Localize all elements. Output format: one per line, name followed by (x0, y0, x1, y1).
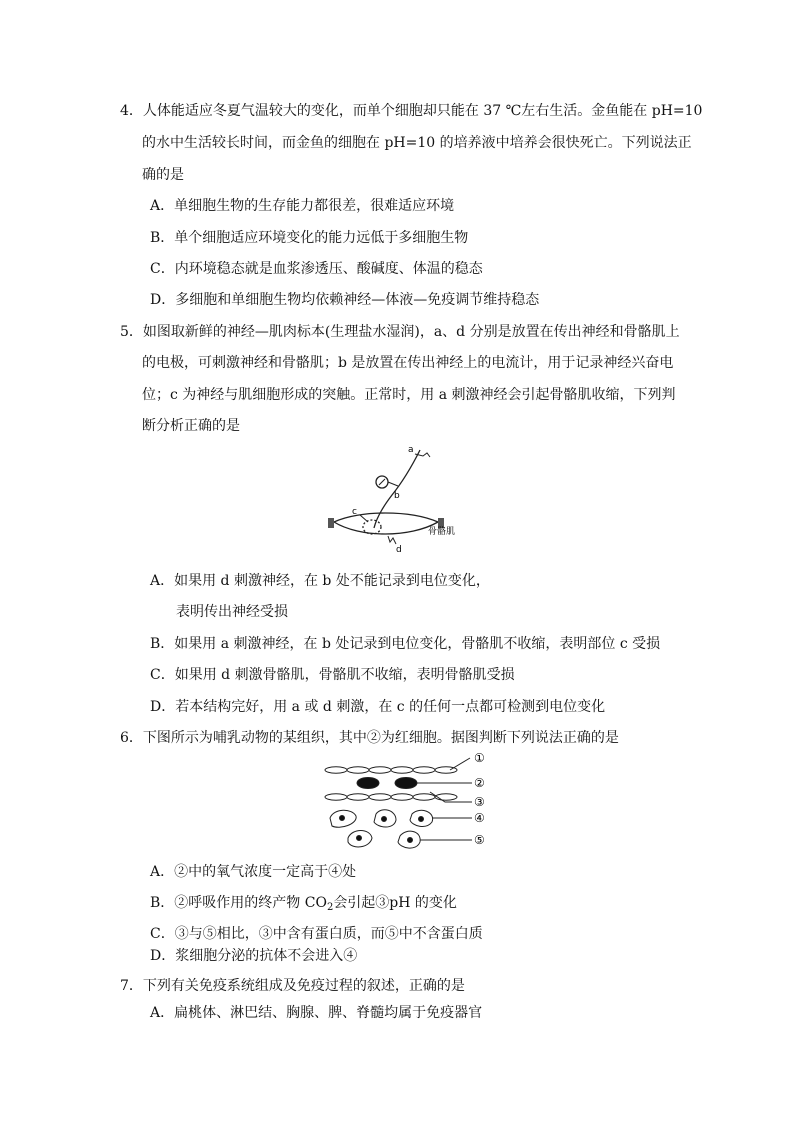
nerve-muscle-figure (320, 440, 470, 555)
q4-stem-line3: 确的是 (142, 167, 184, 183)
label-5: ⑤ (474, 833, 485, 847)
q6-option-c: C．③与⑤相比，③中含有蛋白质，而⑤中不含蛋白质 (150, 926, 483, 942)
q5-option-a-line2: 表明传出神经受损 (176, 604, 288, 620)
label-3: ③ (474, 795, 485, 809)
tissue-figure (320, 752, 500, 862)
label-c: c (352, 507, 357, 517)
q4-stem-line1: 4．人体能适应冬夏气温较大的变化，而单个细胞却只能在 37 ℃左右生活。金鱼能在 pH=10 (120, 103, 703, 119)
q5-stem-line2: 的电极，可刺激神经和骨骼肌；b 是放置在传出神经上的电流计，用于记录神经兴奋电 (142, 355, 674, 371)
q7-option-a: A．扁桃体、淋巴结、胸腺、脾、脊髓均属于免疫器官 (150, 1005, 483, 1021)
red-blood-cell (357, 778, 379, 789)
label-4: ④ (474, 811, 485, 825)
label-muscle: 骨骼肌 (428, 527, 456, 537)
q5-stem-line3: 位；c 为神经与肌细胞形成的突触。正常时，用 a 刺激神经会引起骨骼肌收缩，下列判 (142, 387, 676, 403)
synapse-c (363, 520, 381, 534)
red-blood-cell (395, 778, 417, 789)
label-d: d (396, 545, 402, 555)
q6-stem: 6．下图所示为哺乳动物的某组织，其中②为红细胞。据图判断下列说法正确的是 (120, 730, 619, 746)
q7-stem: 7．下列有关免疫系统组成及免疫过程的叙述，正确的是 (120, 978, 465, 994)
q5-option-c: C．如果用 d 刺激骨骼肌，骨骼肌不收缩，表明骨骼肌受损 (150, 667, 515, 683)
q6-option-b-pre: B．②呼吸作用的终产物 CO (150, 895, 327, 911)
q6-option-b (150, 893, 457, 913)
skeletal-muscle (334, 513, 438, 534)
q6-option-b-post: 会引起③pH 的变化 (333, 895, 457, 911)
q4-stem-line2: 的水中生活较长时间，而金鱼的细胞在 pH=10 的培养液中培养会很快死亡。下列说法正 (142, 135, 692, 151)
electrode-d (388, 536, 396, 544)
q4-option-c: C．内环境稳态就是血浆渗透压、酸碱度、体温的稳态 (150, 261, 483, 277)
q5-option-b: B．如果用 a 刺激神经，在 b 处记录到电位变化，骨骼肌不收缩，表明部位 c 受损 (150, 636, 661, 652)
q4-option-b: B．单个细胞适应环境变化的能力远低于多细胞生物 (150, 230, 469, 246)
efferent-nerve (374, 450, 420, 528)
q6-option-b-sub: 2 (326, 902, 334, 913)
q5-option-d: D．若本结构完好，用 a 或 d 刺激，在 c 的任何一点都可检测到电位变化 (150, 699, 606, 715)
label-b: b (394, 491, 400, 501)
q4-option-d: D．多细胞和单细胞生物均依赖神经—体液—免疫调节维持稳态 (150, 292, 540, 308)
capillary-wall-top (325, 767, 457, 773)
q6-option-a: A．②中的氧气浓度一定高于④处 (150, 864, 357, 880)
q5-stem-line4: 断分析正确的是 (142, 418, 240, 434)
q4-option-a: A．单细胞生物的生存能力都很差，很难适应环境 (150, 198, 455, 214)
q5-stem-line1: 5．如图取新鲜的神经—肌肉标本(生理盐水湿润)，a、d 分别是放置在传出神经和骨骼肌上 (120, 324, 680, 340)
q6-option-d: D．浆细胞分泌的抗体不会进入④ (150, 948, 358, 964)
label-2: ② (474, 776, 485, 790)
label-1: ① (474, 752, 485, 765)
q5-option-a-line1: A．如果用 d 刺激神经，在 b 处不能记录到电位变化， (150, 573, 490, 589)
label-a: a (408, 445, 414, 455)
